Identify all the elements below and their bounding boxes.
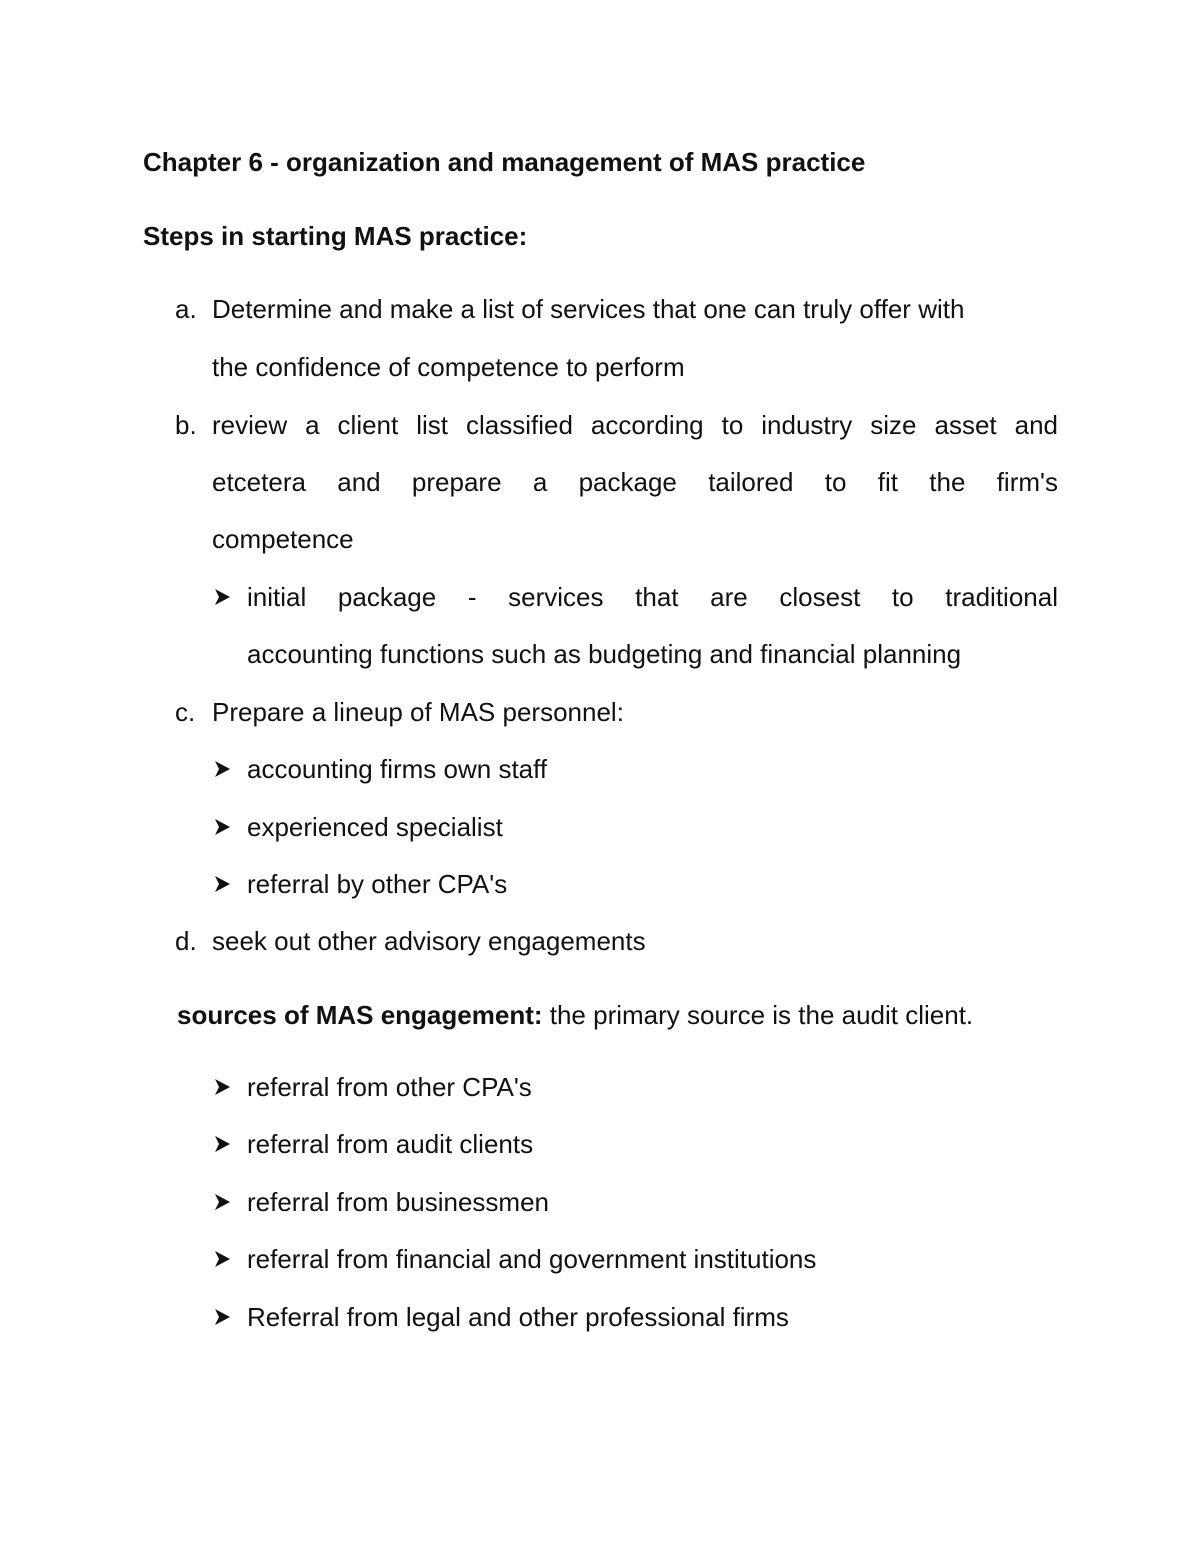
sources-text: the primary source is the audit client. [542,1000,974,1030]
step-b-bullet-line-1: initial package - services that are closest to traditional [247,582,1058,612]
arrowhead-bullet-icon [212,1128,236,1160]
arrowhead-bullet-icon [212,581,236,613]
step-b-bullet-line-2: accounting functions such as budgeting and financial planning [247,639,962,669]
step-d-line-1: seek out other advisory engagements [212,926,646,956]
arrowhead-bullet-icon [212,1301,236,1333]
sources-label: sources of MAS engagement: [177,1000,543,1030]
arrowhead-bullet-icon [212,811,236,843]
list-marker-b: b. [175,410,197,440]
step-b-line-1: review a client list classified according to industry size asset and [212,410,1058,440]
section-heading-steps: Steps in starting MAS practice: [143,221,528,251]
sources-bullet: referral from audit clients [247,1129,534,1159]
step-a-line-1: Determine and make a list of services that one can truly offer with [212,294,965,324]
step-b-line-2: etcetera and prepare a package tailored to fit the firm's [212,467,1058,497]
step-a-line-2: the confidence of competence to perform [212,352,685,382]
list-marker-a: a. [175,294,197,324]
arrowhead-bullet-icon [212,1243,236,1275]
arrowhead-bullet-icon [212,1071,236,1103]
step-b-line-3: competence [212,524,354,554]
step-c-line-1: Prepare a lineup of MAS personnel: [212,697,624,727]
arrowhead-bullet-icon [212,753,236,785]
step-c-bullet: referral by other CPA's [247,869,508,899]
arrowhead-bullet-icon [212,1186,236,1218]
arrowhead-bullet-icon [212,868,236,900]
list-marker-d: d. [175,926,197,956]
sources-bullet: referral from businessmen [247,1187,549,1217]
sources-bullet: Referral from legal and other professional firms [247,1302,789,1332]
sources-paragraph [177,999,973,1031]
step-c-bullet: accounting firms own staff [247,754,548,784]
sources-bullet: referral from financial and government institutions [247,1244,817,1274]
page-title: Chapter 6 - organization and management of MAS practice [143,147,866,177]
list-marker-c: c. [175,697,196,727]
sources-bullet: referral from other CPA's [247,1072,532,1102]
step-c-bullet: experienced specialist [247,812,503,842]
